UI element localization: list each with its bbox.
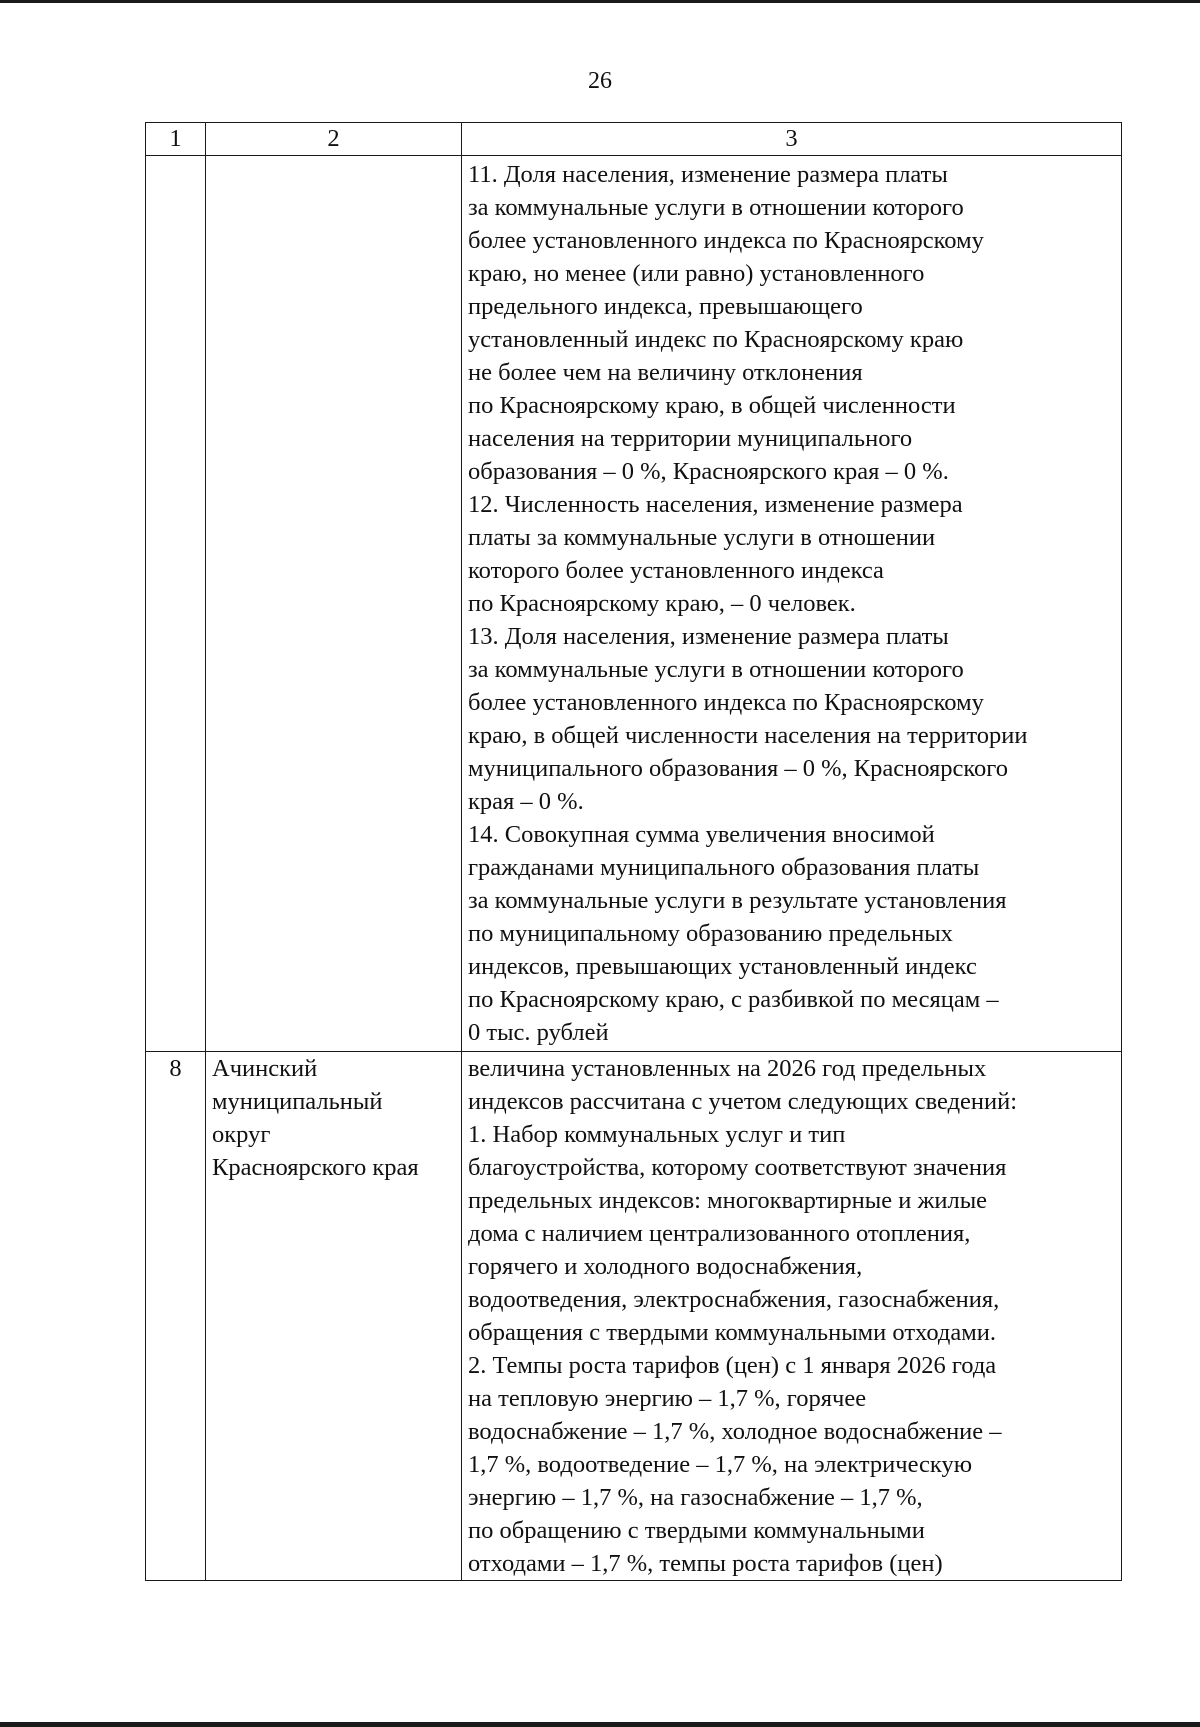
row-number-cell: 8 — [146, 1052, 206, 1581]
scan-edge-top — [0, 0, 1200, 3]
column-header-2: 2 — [206, 123, 462, 156]
municipality-name-cell — [206, 156, 462, 1052]
page-number: 26 — [588, 68, 612, 94]
table-row — [146, 156, 1122, 1052]
index-details-cell: величина установленных на 2026 год предельных индексов рассчитана с учетом следующих сведений: 1. Набор коммунальных услуг и тип благоустройства, которому соответствуют значения предельных индексов: многоквартирные и жилые дома с наличием централизованного отопления, горячего и холодного водоснабжения, водоотведения, электроснабжения, газоснабжения, обращения с твердыми коммунальными отходами. 2. Темпы роста тарифов (цен) с 1 января 2026 года на тепловую энергию – 1,7 %, горячее водоснабжение – 1,7 %, холодное водоснабжение – 1,7 %, водоотведение – 1,7 %, на электрическую энергию – 1,7 %, на газоснабжение – 1,7 %, по обращению с твердыми коммунальными отходами – 1,7 %, темпы роста тарифов (цен) — [462, 1052, 1122, 1581]
table-header-row — [146, 123, 1122, 156]
row-number-cell — [146, 156, 206, 1052]
municipality-name-cell: Ачинский муниципальный округ Красноярского края — [206, 1052, 462, 1581]
table-row — [146, 1052, 1122, 1581]
scan-edge-bottom — [0, 1722, 1200, 1727]
document-table — [145, 122, 1122, 1581]
column-header-1: 1 — [146, 123, 206, 156]
column-header-3: 3 — [462, 123, 1122, 156]
index-details-cell: 11. Доля населения, изменение размера платы за коммунальные услуги в отношении которого более установленного индекса по Красноярскому краю, но менее (или равно) установленного предельного индекса, превышающего установленный индекс по Красноярскому краю не более чем на величину отклонения по Красноярскому краю, в общей численности населения на территории муниципального образования – 0 %, Красноярского края – 0 %. 12. Численность населения, изменение размера платы за коммунальные услуги в отношении которого более установленного индекса по Красноярскому краю, – 0 человек. 13. Доля населения, изменение размера платы за коммунальные услуги в отношении которого более установленного индекса по Красноярскому краю, в общей численности населения на территории муниципального образования – 0 %, Красноярского края – 0 %. 14. Совокупная сумма увеличения вносимой гражданами муниципального образования платы за коммунальные услуги в результате установления по муниципальному образованию предельных индексов, превышающих установленный индекс по Красноярскому краю, с разбивкой по месяцам – 0 тыс. рублей — [462, 156, 1122, 1052]
